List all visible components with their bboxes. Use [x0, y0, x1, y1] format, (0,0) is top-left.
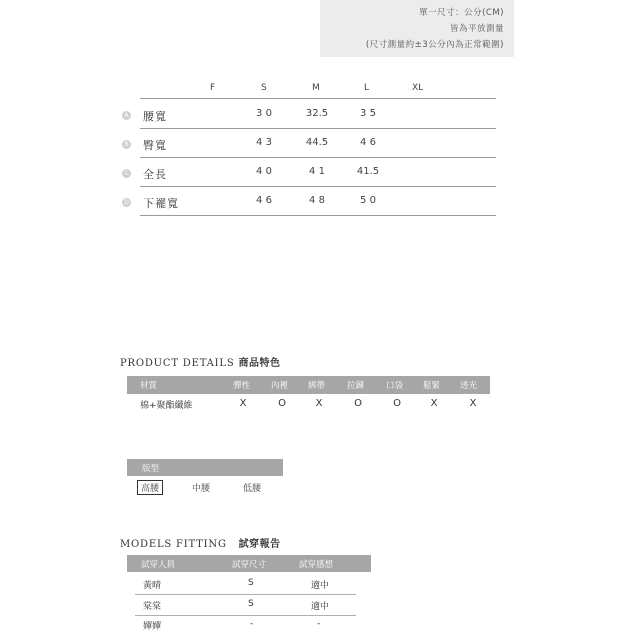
value-m: 44.5 [305, 137, 329, 148]
mf-feel: - [317, 619, 321, 629]
feature-header-elastic: 彈性 [233, 381, 251, 391]
value-s: 4 6 [256, 195, 272, 206]
value-m: 32.5 [305, 108, 329, 119]
feature-header-pocket: 口袋 [386, 381, 404, 391]
badge-d: D [122, 198, 131, 207]
feature-header-zipper: 拉鍊 [347, 381, 365, 391]
size-header-s: S [261, 83, 267, 93]
badge-c: C [122, 169, 131, 178]
row-label: 臀寬 [143, 139, 167, 152]
fit-header-bar [127, 459, 283, 476]
size-header-f: F [210, 83, 216, 93]
row-divider [140, 215, 496, 216]
value-s: 4 0 [256, 166, 272, 177]
size-header-xl: XL [412, 83, 424, 93]
feature-header-lining: 內裡 [271, 381, 289, 391]
size-unit-text: 單一尺寸：公分(CM) [419, 8, 504, 18]
mf-name: 嬋嬋 [143, 622, 162, 632]
fit-option-high-waist: 高腰 [137, 480, 163, 495]
value-m: 4 1 [309, 166, 325, 177]
product-details-title-zh: 商品特色 [238, 358, 281, 369]
product-details-title-en: PRODUCT DETAILS [120, 358, 235, 369]
value-l: 4 6 [360, 137, 376, 148]
mf-row [135, 616, 356, 636]
row-label: 下襬寬 [143, 197, 179, 210]
mf-feel: 適中 [311, 602, 330, 612]
models-fitting-header-bar [127, 555, 371, 572]
fit-option-mid-waist: 中腰 [192, 484, 211, 494]
feature-value-tie: X [315, 398, 323, 409]
feature-header-sheer: 透光 [460, 381, 478, 391]
feature-value-pocket: O [393, 398, 401, 409]
row-label: 全長 [143, 168, 167, 181]
value-l: 3 5 [360, 108, 376, 119]
size-row-hem [122, 187, 496, 216]
material-value: 棉+聚酯纖維 [140, 401, 193, 411]
value-l: 41.5 [356, 166, 380, 177]
product-details-header-bar [127, 376, 490, 394]
size-row-length [122, 158, 496, 187]
feature-header-tie: 綁帶 [308, 381, 326, 391]
mf-row-divider [135, 594, 356, 595]
badge-a: A [122, 111, 131, 120]
mf-header-feel: 試穿感想 [299, 560, 334, 570]
mf-header-size: 試穿尺寸 [232, 560, 267, 570]
size-tolerance-text: (尺寸測量約±3公分內為正常範圍) [365, 40, 504, 50]
mf-name: 黃晴 [143, 581, 162, 591]
fit-header: 版型 [142, 464, 160, 474]
mf-size: - [250, 619, 254, 629]
mf-name: 棠棠 [143, 602, 162, 612]
mf-row [135, 575, 356, 595]
size-header-m: M [312, 83, 320, 93]
size-method-text: 皆為平放測量 [449, 24, 504, 34]
mf-row [135, 596, 356, 616]
feature-value-elastic-band: X [430, 398, 438, 409]
feature-value-sheer: X [469, 398, 477, 409]
models-fitting-title-en: MODELS FITTING [120, 539, 227, 550]
value-m: 4 8 [309, 195, 325, 206]
feature-value-zipper: O [354, 398, 362, 409]
mf-header-model: 試穿人員 [141, 560, 176, 570]
size-header-l: L [364, 83, 370, 93]
size-row-waist [122, 100, 496, 129]
size-row-hip [122, 129, 496, 158]
models-fitting-title-zh: 試穿報告 [238, 539, 281, 550]
feature-value-elastic: X [239, 398, 247, 409]
feature-value-lining: O [278, 398, 286, 409]
models-fitting-title [120, 535, 281, 550]
size-table-divider [140, 98, 496, 99]
product-details-title [120, 354, 281, 369]
fit-option-low-waist: 低腰 [243, 484, 262, 494]
badge-b: B [122, 140, 131, 149]
feature-header-elastic-band: 鬆緊 [423, 381, 441, 391]
mf-size: S [248, 578, 254, 588]
row-label: 腰寬 [143, 110, 167, 123]
mf-feel: 適中 [311, 581, 330, 591]
mf-size: S [248, 599, 254, 609]
size-note-box [320, 0, 514, 57]
material-header: 材質 [140, 381, 158, 391]
value-s: 4 3 [256, 137, 272, 148]
value-l: 5 0 [360, 195, 376, 206]
value-s: 3 0 [256, 108, 272, 119]
